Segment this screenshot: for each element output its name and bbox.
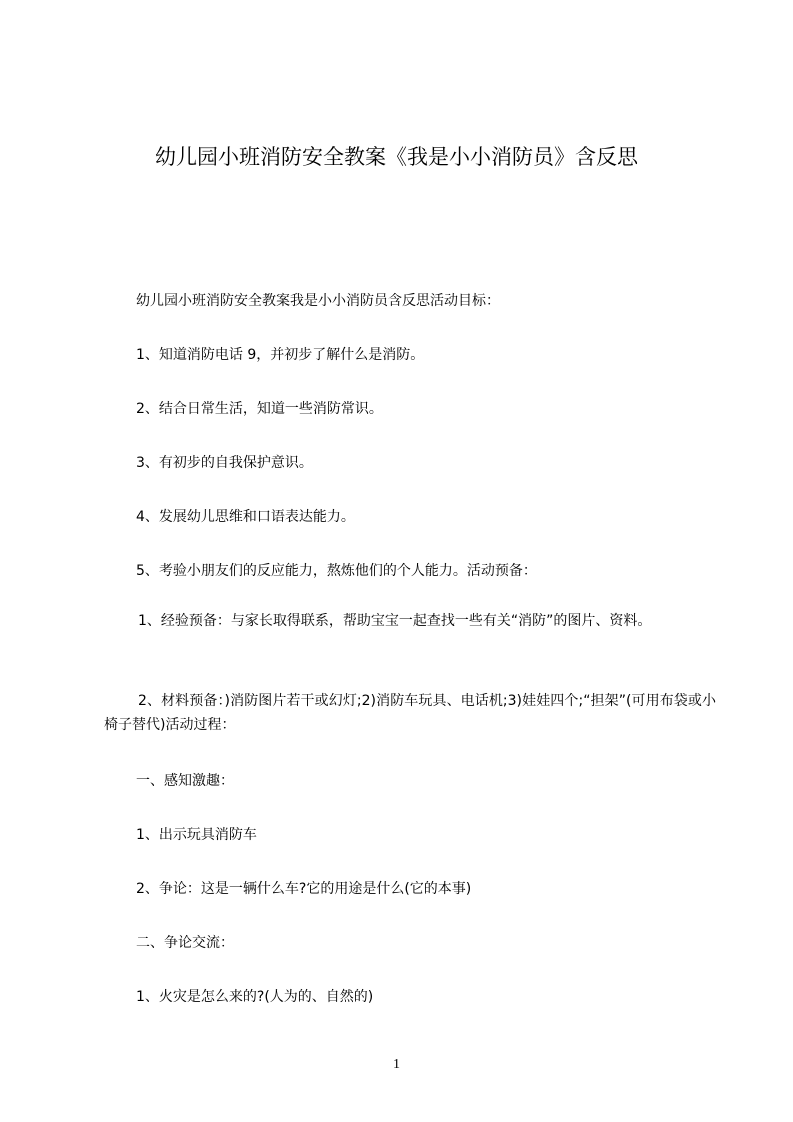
document-title: 幼儿园小班消防安全教案《我是小小消防员》含反思 [155, 145, 638, 169]
page-number: 1 [393, 1057, 400, 1072]
paragraph-goal-5: 5、考验小朋友们的反应能力，熬炼他们的个人能力。活动预备： [136, 563, 537, 579]
paragraph-prep-experience: 1、经验预备：与家长取得联系，帮助宝宝一起查找一些有关“消防”的图片、资料。 [138, 613, 652, 629]
section-heading-2: 二、争论交流： [136, 935, 234, 951]
paragraph-step-2-1: 1、火灾是怎么来的?(人为的、自然的) [136, 989, 374, 1005]
paragraph-step-1-2: 2、争论：这是一辆什么车?它的用途是什么(它的本事) [136, 881, 472, 897]
paragraph-goal-2: 2、结合日常生活，知道一些消防常识。 [136, 401, 383, 417]
paragraph-step-1-1: 1、出示玩具消防车 [136, 827, 257, 843]
paragraph-goal-3: 3、有初步的自我保护意识。 [136, 455, 313, 471]
paragraph-intro: 幼儿园小班消防安全教案我是小小消防员含反思活动目标： [136, 293, 500, 309]
section-heading-1: 一、感知激趣： [136, 773, 234, 789]
paragraph-goal-4: 4、发展幼儿思维和口语表达能力。 [136, 509, 355, 525]
paragraph-prep-materials: 2、材料预备：)消防图片若干或幻灯;2)消防车玩具、电话机;3)娃娃四个;“担架”(可用布袋或小椅子替代)活动过程： [104, 693, 716, 733]
paragraph-goal-1: 1、知道消防电话 9，并初步了解什么是消防。 [136, 347, 425, 363]
